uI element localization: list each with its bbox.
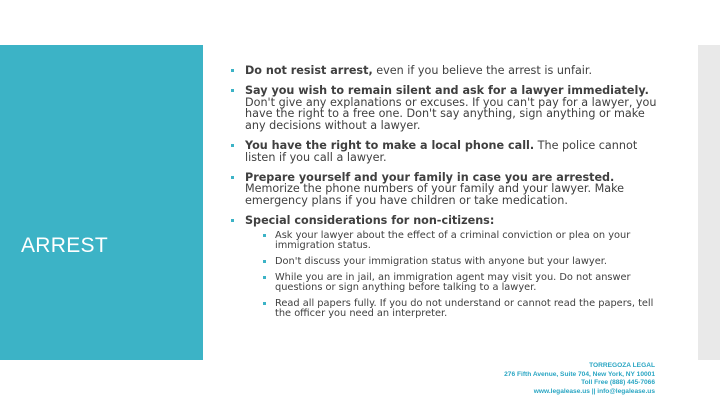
bullet-item [229,85,661,132]
bullet-bold: Special considerations for non-citizens: [245,213,495,227]
footer-contact [504,362,655,396]
sub-bullet-text: Don't discuss your immigration status with anyone but your lawyer. [275,255,607,267]
bullet-bold: You have the right to make a local phone call. [245,138,535,152]
bullet-text: Don't give any explanations or excuses. If you can't pay for a lawyer, you have the right to a free one. Don't say anything, sign anything or make any decisions without a lawyer. [245,95,657,133]
slide-title: ARREST [21,234,108,257]
sub-bullet-item [261,257,661,268]
footer-phone: Toll Free (888) 445-7066 [581,379,655,387]
bullet-icon [231,176,234,179]
bullet-bold: Do not resist arrest, [245,64,373,77]
sub-bullet-item [261,299,661,320]
footer-firm-name: TORREGOZA LEGAL [589,362,655,369]
footer-address: 276 Fifth Avenue, Suite 704, New York, NY 10001 [504,370,655,378]
sub-bullet-list [229,231,661,320]
bullet-icon [231,89,234,92]
bullet-icon [231,69,234,72]
sub-bullet-icon [263,260,266,263]
bullet-icon [231,219,234,222]
bullet-item [229,215,661,227]
footer-web: www.legalease.us || info@legalease.us [533,387,655,395]
sub-bullet-text: Ask your lawyer about the effect of a criminal conviction or plea on your immigration status. [275,229,631,252]
bullet-icon [231,144,234,147]
sub-bullet-item [261,273,661,294]
bullet-item [229,140,661,164]
title-panel [0,45,203,360]
sub-bullet-text: Read all papers fully. If you do not understand or cannot read the papers, tell the officer you need an interpreter. [275,297,654,320]
bullet-item [229,172,661,207]
bullet-bold: Prepare yourself and your family in case you are arrested. [245,170,615,184]
bullet-text: even if you believe the arrest is unfair. [372,64,593,77]
sub-bullet-icon [263,234,266,237]
bullet-text: Memorize the phone numbers of your family and your lawyer. Make emergency plans if you have children or take medication. [245,182,625,208]
sub-bullet-icon [263,276,266,279]
bullet-item [229,65,661,77]
sub-bullet-item [261,231,661,252]
bullet-bold: Say you wish to remain silent and ask for a lawyer immediately. [245,83,649,97]
sub-bullet-text: While you are in jail, an immigration agent may visit you. Do not answer questions or sign anything before talking to a lawyer. [275,271,631,294]
bullet-list [229,65,661,325]
bullet-text: The police cannot listen if you call a lawyer. [245,138,638,164]
sub-bullet-icon [263,302,266,305]
right-accent-bar [698,45,720,360]
